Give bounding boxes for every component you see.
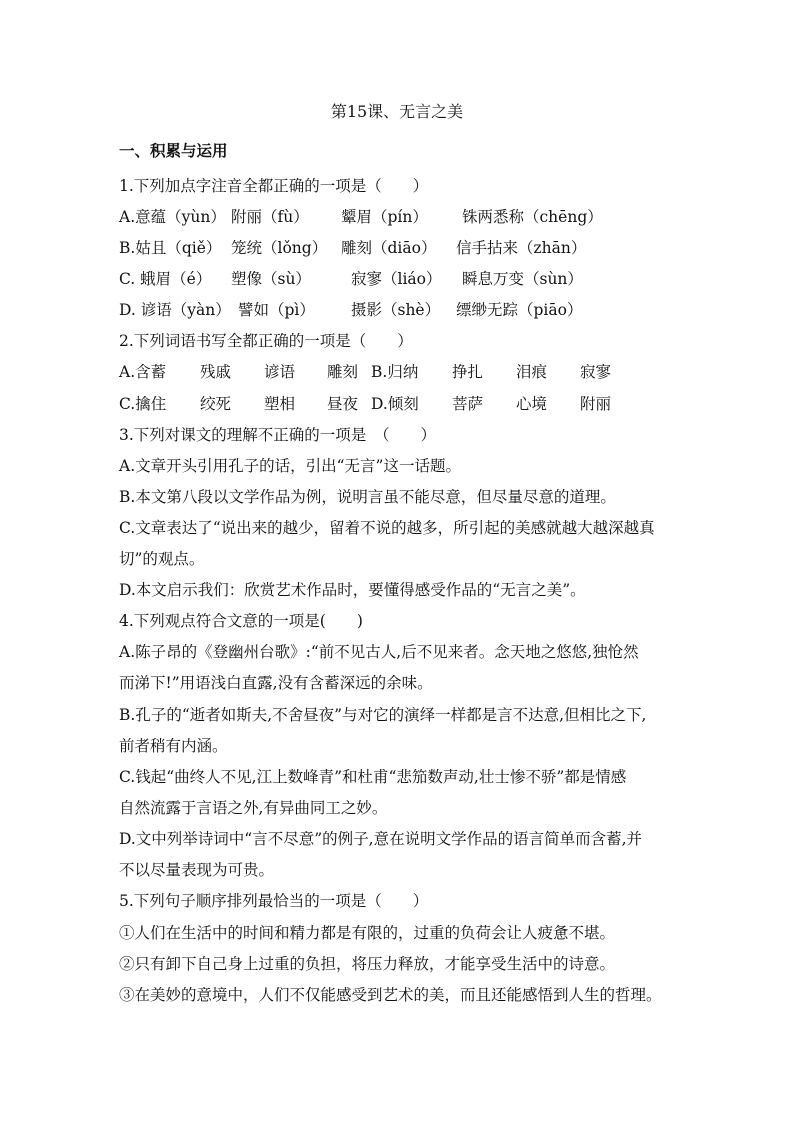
- q1-a-item-4: 铢两悉称（chēng）: [462, 208, 603, 226]
- q2-row1-item-5: B.归纳: [371, 363, 419, 381]
- q2-row1-item-1: A.含蓄: [119, 363, 167, 381]
- q1-c-item-2: 塑像（sù）: [231, 270, 311, 288]
- q2-row2-item-2: 绞死: [200, 395, 232, 413]
- q1-c-item-3: 寂寥（liáo）: [351, 270, 442, 288]
- q1-option-a: [119, 206, 679, 228]
- q1-a-item-2: 附丽（fù）: [231, 208, 309, 226]
- q1-d-item-4: 缥缈无踪（piāo）: [456, 301, 583, 319]
- q1-b-item-2: 笼统（lǒng）: [231, 239, 328, 257]
- q2-row-1: [119, 361, 679, 383]
- q2-row1-item-2: 残戚: [200, 363, 232, 381]
- q3-option-c-line-2: 切”的观点。: [119, 550, 205, 568]
- q3-option-a: A.文章开头引用孔子的话，引出“无言”这一话题。: [119, 457, 461, 475]
- q4-option-d-line-1: D.文中列举诗词中“言不尽意”的例子,意在说明文学作品的语言简单而含蓄,并: [119, 830, 643, 848]
- q5-stem: 5.下列句子顺序排列最恰当的一项是（ ）: [119, 892, 429, 910]
- q4-option-b-line-1: B.孔子的“逝者如斯夫,不舍昼夜”与对它的演绎一样都是言不达意,但相比之下,: [119, 706, 647, 724]
- q2-row2-item-1: C.擒住: [119, 395, 167, 413]
- q4-option-c-line-2: 自然流露于言语之外,有异曲同工之妙。: [119, 799, 388, 817]
- q2-row2-item-8: 附丽: [580, 395, 612, 413]
- q2-row2-item-4: 昼夜: [327, 395, 359, 413]
- q2-row1-item-6: 挣扎: [452, 363, 484, 381]
- q2-row2-item-5: D.倾刻: [371, 395, 419, 413]
- q1-option-d: [119, 299, 679, 321]
- q1-b-item-1: B.姑且（qiě）: [119, 239, 222, 257]
- q1-a-item-3: 颦眉（pín）: [341, 208, 428, 226]
- q2-row2-item-7: 心境: [516, 395, 548, 413]
- q2-row1-item-3: 谚语: [264, 363, 296, 381]
- q4-option-a-line-1: A.陈子昂的《登幽州台歌》:“前不见古人,后不见来者。念天地之悠悠,独怆然: [119, 643, 639, 661]
- q5-sentence-3: ③在美妙的意境中，人们不仅能感受到艺术的美，而且还能感悟到人生的哲理。: [119, 986, 662, 1004]
- section-heading: 一、积累与运用: [119, 142, 228, 160]
- q1-c-item-4: 瞬息万变（sùn）: [462, 270, 583, 288]
- q1-d-item-3: 摄影（shè）: [351, 301, 441, 319]
- q1-d-item-2: 譬如（pì）: [238, 301, 315, 319]
- q5-sentence-1: ①人们在生活中的时间和精力都是有限的，过重的负荷会让人疲惫不堪。: [119, 924, 616, 942]
- q4-option-a-line-2: 而涕下!”用语浅白直露,没有含蓄深远的余味。: [119, 674, 433, 692]
- q2-row2-item-6: 菩萨: [452, 395, 484, 413]
- q2-row1-item-7: 泪痕: [516, 363, 548, 381]
- q1-stem: 1.下列加点字注音全都正确的一项是（ ）: [119, 177, 429, 195]
- q4-option-b-line-2: 前者稍有内涵。: [119, 737, 228, 755]
- q2-row1-item-8: 寂寥: [580, 363, 612, 381]
- q4-option-d-line-2: 不以尽量表现为可贵。: [119, 861, 275, 879]
- q2-stem: 2.下列词语书写全都正确的一项是（ ）: [119, 332, 413, 350]
- q2-row2-item-3: 塑相: [264, 395, 296, 413]
- q1-d-item-1: D. 谚语（yàn）: [119, 301, 231, 319]
- q1-option-b: [119, 237, 679, 259]
- q3-option-d: D.本文启示我们：欣赏艺术作品时，要懂得感受作品的“无言之美”。: [119, 581, 586, 599]
- q1-option-c: [119, 268, 679, 290]
- q3-option-b: B.本文第八段以文学作品为例，说明言虽不能尽意，但尽量尽意的道理。: [119, 488, 616, 506]
- q4-stem: 4.下列观点符合文意的一项是( ): [119, 612, 363, 630]
- q4-option-c-line-1: C.钱起“曲终人不见,江上数峰青”和杜甫“悲笳数声动,壮士惨不骄”都是情感: [119, 768, 627, 786]
- q2-row-2: [119, 393, 679, 415]
- lesson-title: 第15课、无言之美: [330, 102, 464, 121]
- q1-b-item-4: 信手拈来（zhān）: [456, 239, 587, 257]
- q5-sentence-2: ②只有卸下自己身上过重的负担，将压力释放，才能享受生活中的诗意。: [119, 955, 616, 973]
- q2-row1-item-4: 雕刻: [327, 363, 359, 381]
- q3-option-c-line-1: C.文章表达了“说出来的越少，留着不说的越多，所引起的美感就越大越深越真: [119, 519, 655, 537]
- q1-c-item-1: C. 蛾眉（é）: [119, 270, 212, 288]
- q3-stem: 3.下列对课文的理解不正确的一项是 （ ）: [119, 426, 437, 444]
- q1-a-item-1: A.意蕴（yùn）: [119, 208, 226, 226]
- q1-b-item-3: 雕刻（diāo）: [341, 239, 437, 257]
